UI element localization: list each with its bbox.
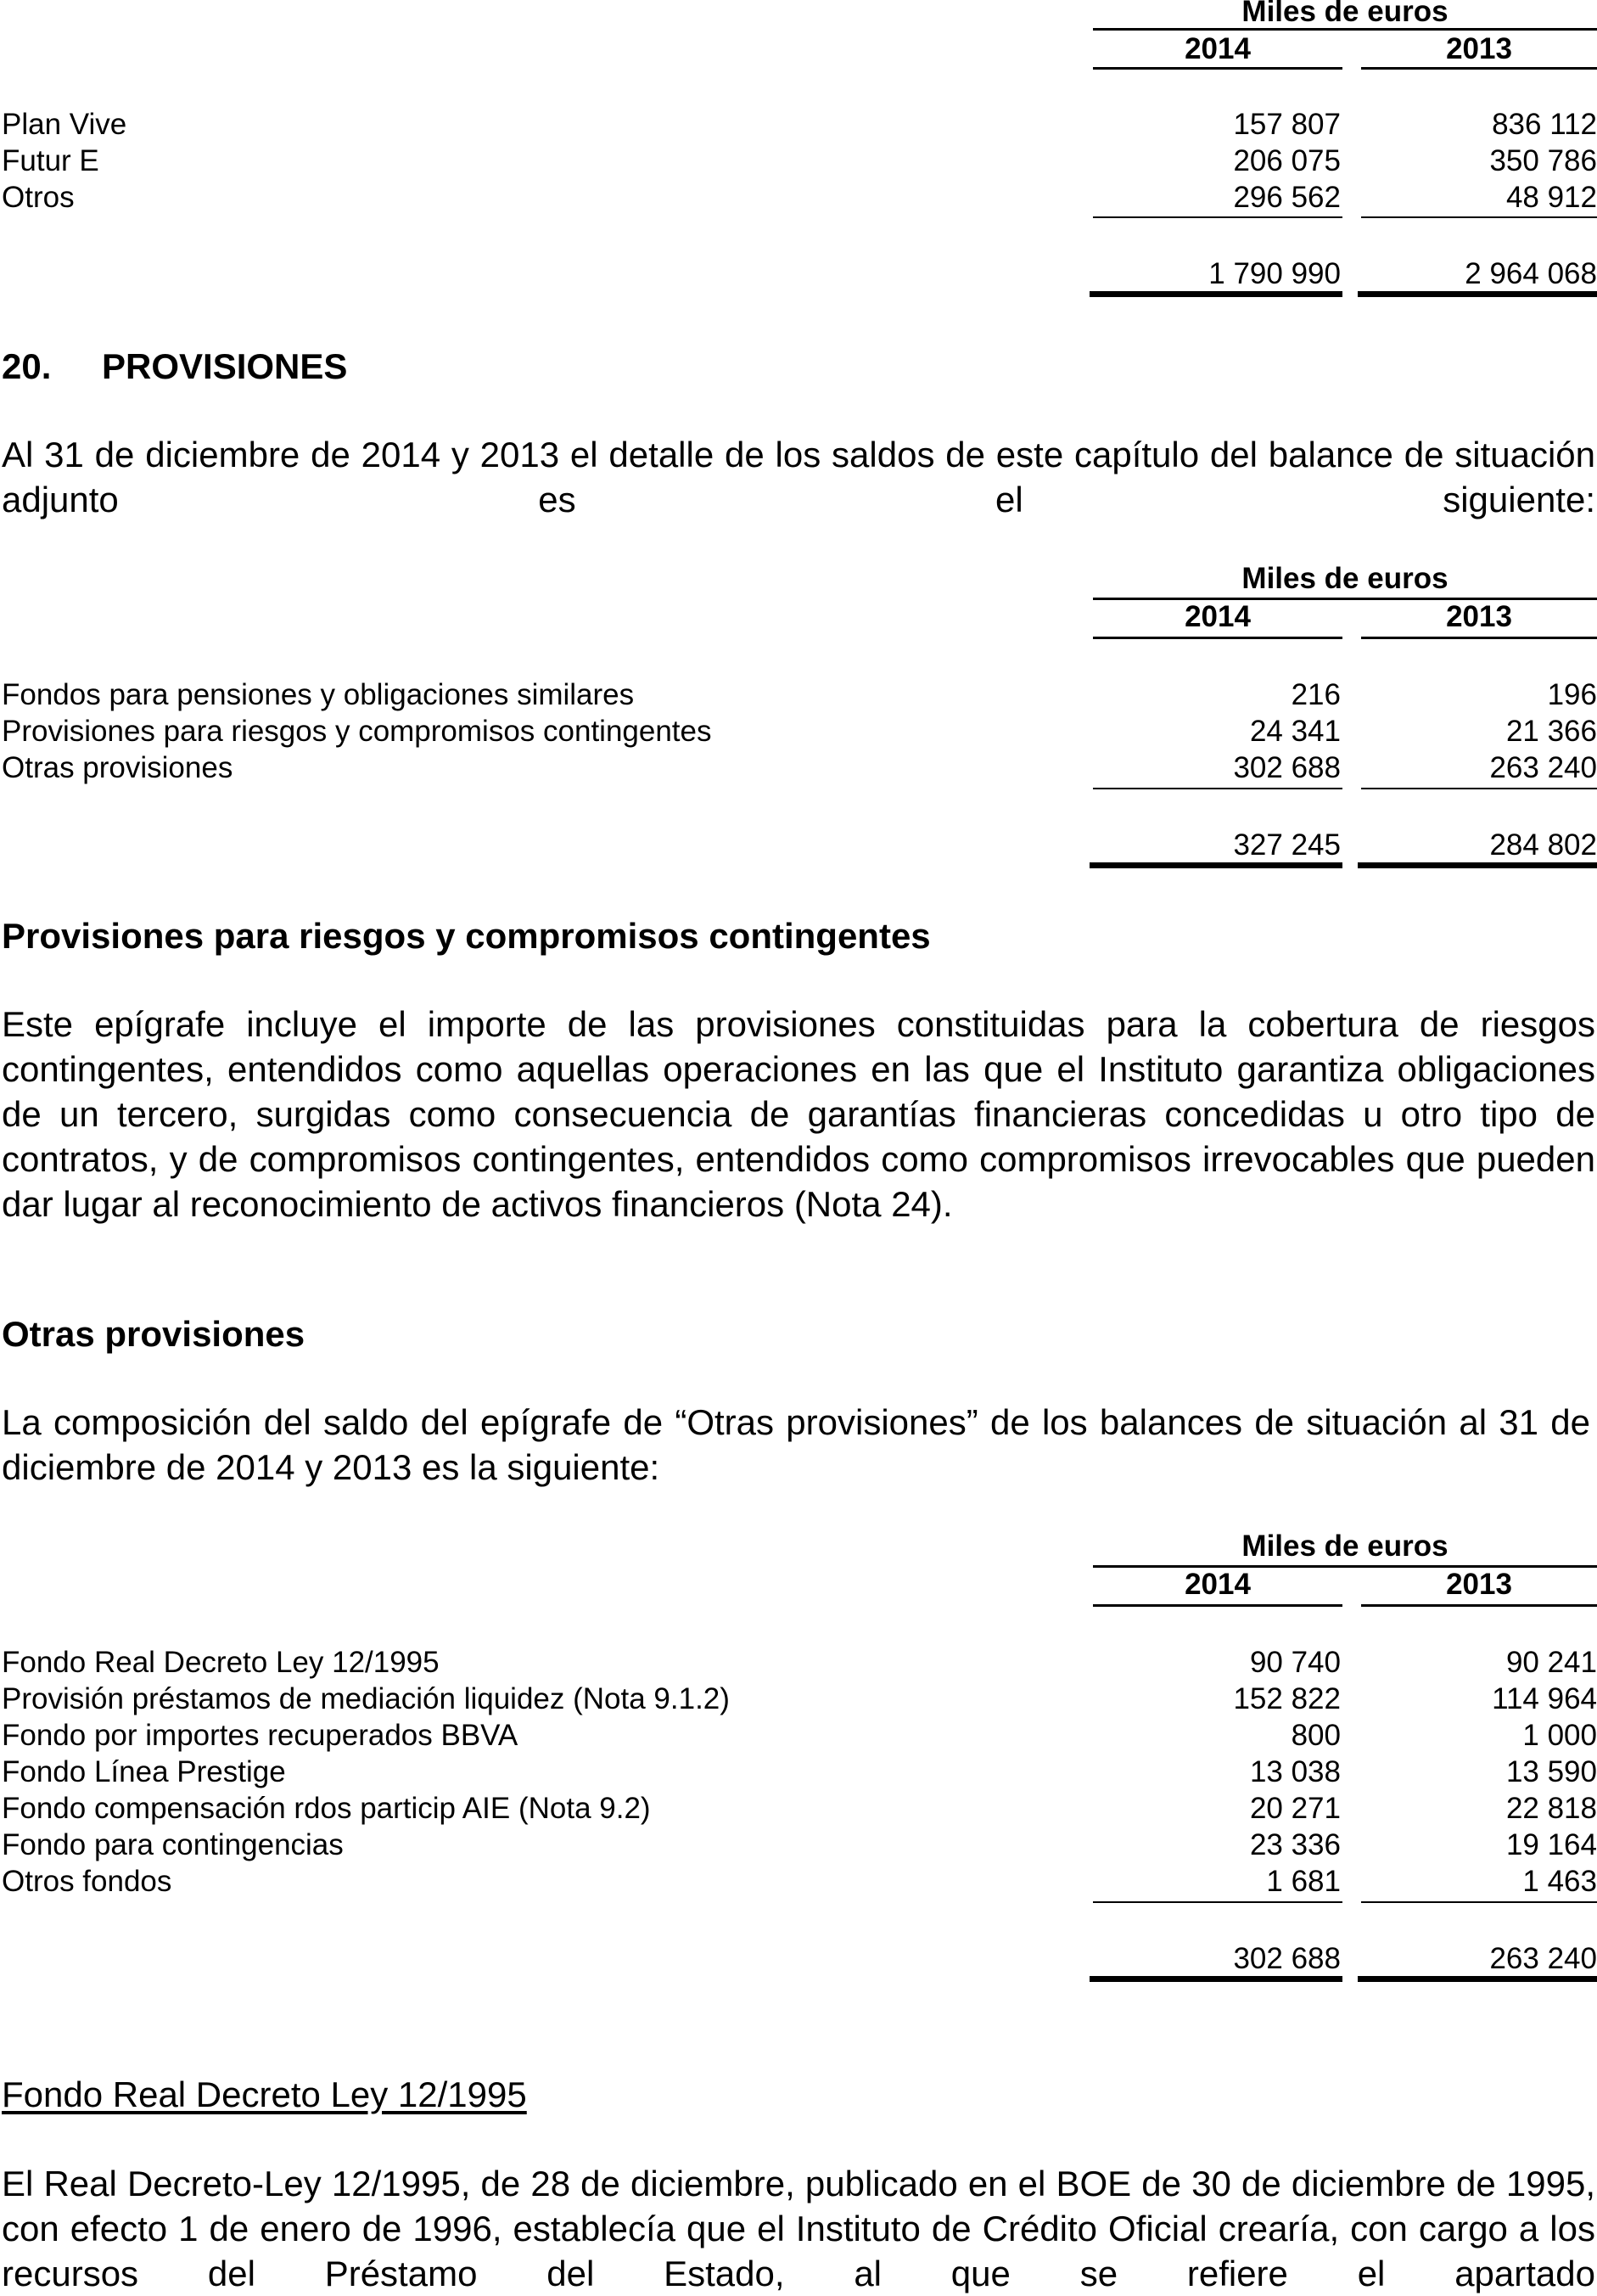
row-value-2013: 263 240 xyxy=(1489,751,1597,784)
table-row xyxy=(0,1863,1597,1900)
row-value-2014: 23 336 xyxy=(1249,1828,1341,1861)
table-row xyxy=(0,749,1597,786)
section-intro-paragraph: Al 31 de diciembre de 2014 y 2013 el detalle de los saldos de este capítulo del balance de situación adjunto es el siguiente: xyxy=(2,435,1595,519)
total-value-2013: 263 240 xyxy=(1489,1942,1597,1975)
row-value-2013: 21 366 xyxy=(1505,715,1597,748)
table-row xyxy=(0,179,1597,216)
row-value-2014: 216 xyxy=(1291,678,1341,711)
row-value-2013: 19 164 xyxy=(1505,1828,1597,1861)
total-value-2014: 302 688 xyxy=(1233,1942,1341,1975)
table-year-2013: 2013 xyxy=(1446,600,1512,633)
table-unit-label: Miles de euros xyxy=(1241,1530,1449,1563)
row-value-2014: 20 271 xyxy=(1249,1792,1341,1825)
section-title: PROVISIONES xyxy=(102,346,348,386)
subtotal-line xyxy=(1093,1901,1342,1903)
row-label: Fondo Real Decreto Ley 12/1995 xyxy=(2,1646,440,1679)
row-label: Fondos para pensiones y obligaciones similares xyxy=(2,678,635,711)
table-year-2014: 2014 xyxy=(1185,1568,1251,1601)
row-label: Otros fondos xyxy=(2,1865,172,1898)
row-value-2013: 13 590 xyxy=(1505,1755,1597,1788)
row-value-2013: 48 912 xyxy=(1505,181,1597,214)
table-year-underline xyxy=(1361,637,1597,639)
row-value-2014: 1 681 xyxy=(1266,1865,1341,1898)
table-total-row xyxy=(0,827,1597,863)
row-value-2013: 114 964 xyxy=(1492,1682,1597,1715)
row-label: Plan Vive xyxy=(2,108,127,141)
table-row xyxy=(0,676,1597,713)
row-value-2013: 1 463 xyxy=(1522,1865,1597,1898)
section-heading xyxy=(2,345,347,388)
row-value-2014: 800 xyxy=(1291,1719,1341,1752)
table-year-underline xyxy=(1093,67,1342,70)
row-label: Otros xyxy=(2,181,75,214)
total-double-line xyxy=(1090,1976,1342,1982)
total-double-line xyxy=(1090,291,1342,297)
fondo-rdl-heading: Fondo Real Decreto Ley 12/1995 xyxy=(2,2074,527,2114)
otras-paragraph: La composición del saldo del epígrafe de “Otras provisiones” de los balances de situación al 31 de diciembre de 2014 y 2013 es la siguiente: xyxy=(2,1402,1590,1487)
table-row xyxy=(0,1681,1597,1717)
table-total-row xyxy=(0,255,1597,292)
row-label: Otras provisiones xyxy=(2,751,233,784)
table-row xyxy=(0,713,1597,749)
subtotal-line xyxy=(1093,216,1342,218)
table-row xyxy=(0,1827,1597,1863)
table-year-underline xyxy=(1361,1604,1597,1607)
row-value-2014: 157 807 xyxy=(1233,108,1341,141)
row-label: Futur E xyxy=(2,144,99,177)
riesgos-paragraph: Este epígrafe incluye el importe de las provisiones constituidas para la cobertura de riesgos contingentes, entendidos como aquellas operaciones en las que el Instituto garantiza obligaciones de un tercero, surgidas como consecuencia de garantías financieras concedidas u otro tipo de contratos, y de compromisos contingentes, entendidos como compromisos irrevocables que pueden dar lugar al reconocimiento de activos financieros (Nota 24). xyxy=(2,1004,1595,1224)
table-total-row xyxy=(0,1940,1597,1977)
row-label: Fondo por importes recuperados BBVA xyxy=(2,1719,518,1752)
table-row xyxy=(0,1644,1597,1681)
row-value-2014: 13 038 xyxy=(1249,1755,1341,1788)
table-row xyxy=(0,143,1597,179)
total-value-2014: 327 245 xyxy=(1233,828,1341,862)
subtotal-line xyxy=(1361,216,1597,218)
row-value-2013: 22 818 xyxy=(1505,1792,1597,1825)
total-double-line xyxy=(1090,862,1342,868)
row-label: Provisión préstamos de mediación liquidez (Nota 9.1.2) xyxy=(2,1682,730,1715)
total-double-line xyxy=(1358,291,1597,297)
row-label: Fondo Línea Prestige xyxy=(2,1755,286,1788)
table-year-2014: 2014 xyxy=(1185,32,1251,65)
table-row xyxy=(0,1717,1597,1754)
table-row xyxy=(0,1754,1597,1790)
table-year-underline xyxy=(1361,67,1597,70)
total-value-2013: 2 964 068 xyxy=(1465,257,1597,290)
row-value-2014: 302 688 xyxy=(1233,751,1341,784)
row-value-2013: 90 241 xyxy=(1505,1646,1597,1679)
total-double-line xyxy=(1358,862,1597,868)
table-unit-underline xyxy=(1093,28,1597,31)
row-value-2014: 206 075 xyxy=(1233,144,1341,177)
table-unit-label: Miles de euros xyxy=(1241,562,1449,595)
row-label: Fondo compensación rdos particip AIE (Nota 9.2) xyxy=(2,1792,651,1825)
subtotal-line xyxy=(1093,788,1342,789)
subsection-heading-otras: Otras provisiones xyxy=(2,1314,305,1354)
row-label: Fondo para contingencias xyxy=(2,1828,344,1861)
table-row xyxy=(0,1790,1597,1827)
row-value-2013: 350 786 xyxy=(1489,144,1597,177)
table-unit-label: Miles de euros xyxy=(1241,0,1449,28)
table-year-underline xyxy=(1093,637,1342,639)
row-value-2013: 196 xyxy=(1547,678,1597,711)
total-value-2013: 284 802 xyxy=(1489,828,1597,862)
row-value-2013: 836 112 xyxy=(1492,108,1597,141)
table-year-2013: 2013 xyxy=(1446,32,1512,65)
subtotal-line xyxy=(1361,788,1597,789)
section-number: 20. xyxy=(2,346,52,386)
row-label: Provisiones para riesgos y compromisos contingentes xyxy=(2,715,712,748)
table-year-2014: 2014 xyxy=(1185,600,1251,633)
row-value-2013: 1 000 xyxy=(1522,1719,1597,1752)
table-row xyxy=(0,106,1597,143)
row-value-2014: 152 822 xyxy=(1233,1682,1341,1715)
total-value-2014: 1 790 990 xyxy=(1208,257,1341,290)
table-year-2013: 2013 xyxy=(1446,1568,1512,1601)
total-double-line xyxy=(1358,1976,1597,1982)
fondo-rdl-paragraph: El Real Decreto-Ley 12/1995, de 28 de diciembre, publicado en el BOE de 30 de diciembre de 1995, con efecto 1 de enero de 1996, establecía que el Instituto de Crédito Oficial crearía, con cargo a los recursos del Préstamo del Estado, al que se refiere el apartado xyxy=(2,2164,1595,2293)
subtotal-line xyxy=(1361,1901,1597,1903)
row-value-2014: 24 341 xyxy=(1249,715,1341,748)
row-value-2014: 296 562 xyxy=(1233,181,1341,214)
subsection-heading-riesgos: Provisiones para riesgos y compromisos contingentes xyxy=(2,916,931,956)
table-year-underline xyxy=(1093,1604,1342,1607)
row-value-2014: 90 740 xyxy=(1249,1646,1341,1679)
